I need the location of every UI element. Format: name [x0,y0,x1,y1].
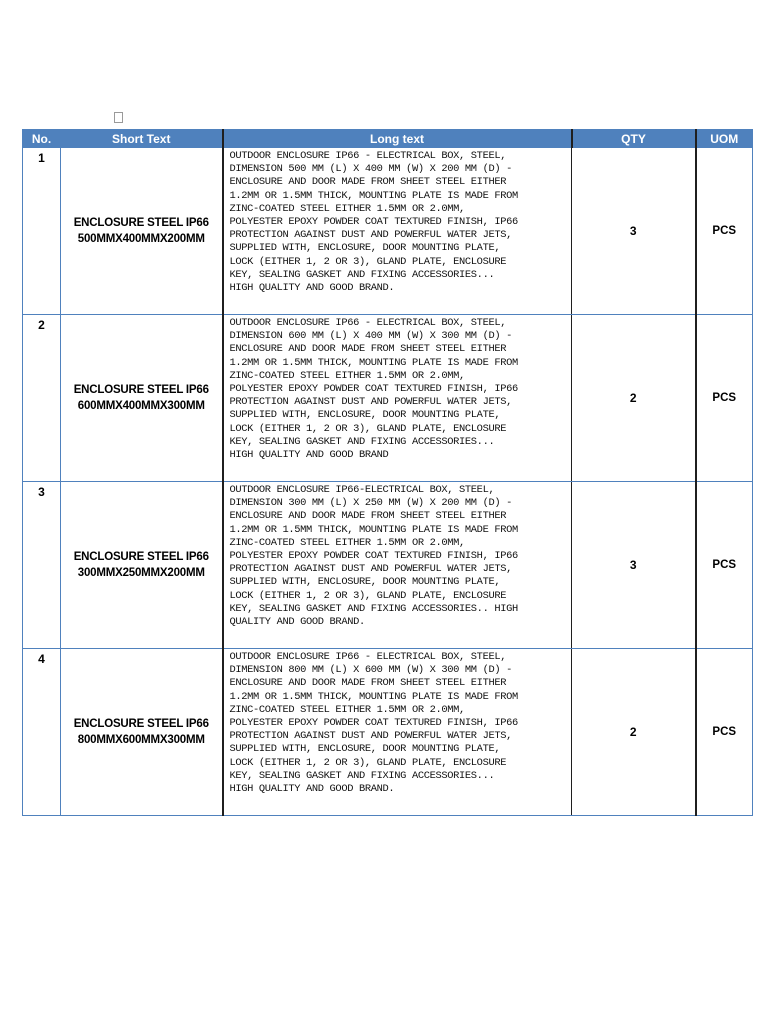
cell-uom: PCS [696,482,753,649]
cell-short-text: ENCLOSURE STEEL IP66 500MMX400MMX200MM [61,148,223,315]
item-table [22,129,753,816]
header-short-text: Short Text [61,130,223,148]
cell-long-text: OUTDOOR ENCLOSURE IP66 - ELECTRICAL BOX, STEEL, DIMENSION 500 MM (L) X 400 MM (W) X 200 MM (D) - ENCLOSURE AND DOOR MADE FROM SHEET STEEL EITHER 1.2MM OR 1.5MM THICK, MOUNTING PLATE IS MADE FROM ZINC-COATED STEEL EITHER 1.5MM OR 2.0MM, POLYESTER EPOXY POWDER COAT TEXTURED FINISH, IP66 PROTECTION AGAINST DUST AND POWERFUL WATER JETS, SUPPLIED WITH, ENCLOSURE, DOOR MOUNTING PLATE, LOCK (EITHER 1, 2 OR 3), GLAND PLATE, ENCLOSURE KEY, SEALING GASKET AND FIXING ACCESSORIES... HIGH QUALITY AND GOOD BRAND. [223,148,572,315]
cell-no: 4 [23,649,61,816]
cell-long-text: OUTDOOR ENCLOSURE IP66 - ELECTRICAL BOX, STEEL, DIMENSION 800 MM (L) X 600 MM (W) X 300 MM (D) - ENCLOSURE AND DOOR MADE FROM SHEET STEEL EITHER 1.2MM OR 1.5MM THICK, MOUNTING PLATE IS MADE FROM ZINC-COATED STEEL EITHER 1.5MM OR 2.0MM, POLYESTER EPOXY POWDER COAT TEXTURED FINISH, IP66 PROTECTION AGAINST DUST AND POWERFUL WATER JETS, SUPPLIED WITH, ENCLOSURE, DOOR MOUNTING PLATE, LOCK (EITHER 1, 2 OR 3), GLAND PLATE, ENCLOSURE KEY, SEALING GASKET AND FIXING ACCESSORIES... HIGH QUALITY AND GOOD BRAND. [223,649,572,816]
cell-no: 1 [23,148,61,315]
header-qty: QTY [572,130,696,148]
cell-short-text: ENCLOSURE STEEL IP66 800MMX600MMX300MM [61,649,223,816]
cell-no: 2 [23,315,61,482]
cell-no: 3 [23,482,61,649]
cell-uom: PCS [696,649,753,816]
table-row [23,649,753,816]
cell-short-text: ENCLOSURE STEEL IP66 600MMX400MMX300MM [61,315,223,482]
header-long-text: Long text [223,130,572,148]
cell-short-text: ENCLOSURE STEEL IP66 300MMX250MMX200MM [61,482,223,649]
header-no: No. [23,130,61,148]
cell-uom: PCS [696,148,753,315]
cell-uom: PCS [696,315,753,482]
table-row [23,148,753,315]
cell-qty: 2 [572,315,696,482]
cell-qty: 2 [572,649,696,816]
paragraph-marker-icon [114,112,123,123]
cell-long-text: OUTDOOR ENCLOSURE IP66-ELECTRICAL BOX, STEEL, DIMENSION 300 MM (L) X 250 MM (W) X 200 MM (D) - ENCLOSURE AND DOOR MADE FROM SHEET STEEL EITHER 1.2MM OR 1.5MM THICK, MOUNTING PLATE IS MADE FROM ZINC-COATED STEEL EITHER 1.5MM OR 2.0MM, POLYESTER EPOXY POWDER COAT TEXTURED FINISH, IP66 PROTECTION AGAINST DUST AND POWERFUL WATER JETS, SUPPLIED WITH, ENCLOSURE, DOOR MOUNTING PLATE, LOCK (EITHER 1, 2 OR 3), GLAND PLATE, ENCLOSURE KEY, SEALING GASKET AND FIXING ACCESSORIES.. HIGH QUALITY AND GOOD BRAND. [223,482,572,649]
cell-qty: 3 [572,148,696,315]
header-uom: UOM [696,130,753,148]
table-row [23,315,753,482]
cell-qty: 3 [572,482,696,649]
table-row [23,482,753,649]
header-row [23,130,753,148]
cell-long-text: OUTDOOR ENCLOSURE IP66 - ELECTRICAL BOX, STEEL, DIMENSION 600 MM (L) X 400 MM (W) X 300 MM (D) - ENCLOSURE AND DOOR MADE FROM SHEET STEEL EITHER 1.2MM OR 1.5MM THICK, MOUNTING PLATE IS MADE FROM ZINC-COATED STEEL EITHER 1.5MM OR 2.0MM, POLYESTER EPOXY POWDER COAT TEXTURED FINISH, IP66 PROTECTION AGAINST DUST AND POWERFUL WATER JETS, SUPPLIED WITH, ENCLOSURE, DOOR MOUNTING PLATE, LOCK (EITHER 1, 2 OR 3), GLAND PLATE, ENCLOSURE KEY, SEALING GASKET AND FIXING ACCESSORIES... HIGH QUALITY AND GOOD BRAND [223,315,572,482]
